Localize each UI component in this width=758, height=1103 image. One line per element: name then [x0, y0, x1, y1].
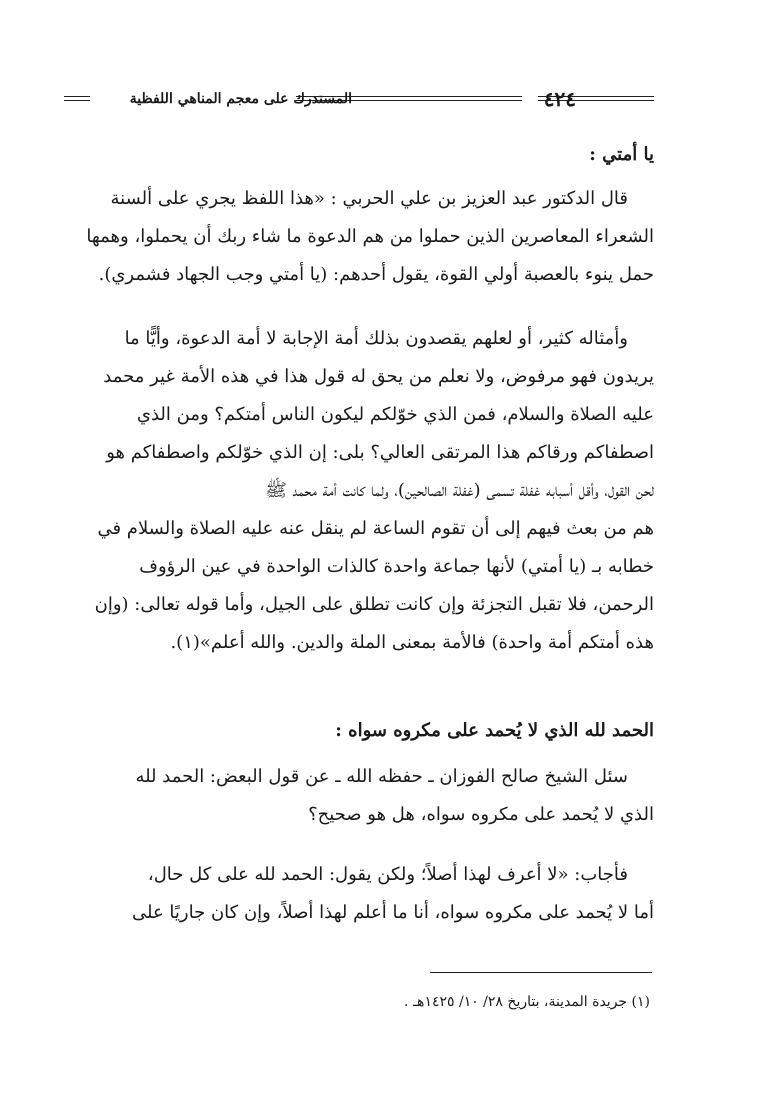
paragraph — [68, 320, 654, 662]
text-line: الشعراء المعاصرين الذين حملوا من هم الدعوة ما شاء ربك أن يحملوا، وهمها — [86, 226, 654, 247]
footnote: (١) جريدة المدينة، بتاريخ ٢٨/ ١٠/ ١٤٢٥هـ . — [404, 994, 650, 1010]
running-title: المستدرك على معجم المناهي اللفظية — [129, 91, 352, 107]
paragraph — [68, 856, 654, 932]
text-line: يريدون فهو مرفوض، ولا نعلم من يحق له قول هذا في هذه الأمة غير محمد — [103, 366, 654, 387]
text-line: هذه أمتكم أمة واحدة) فالأمة بمعنى الملة والدين. والله أعلم»(١). — [170, 632, 654, 653]
paragraph — [68, 758, 654, 834]
text-line: الرحمن، فلا تقبل التجزئة وإن كانت تطلق على الجيل، وأما قوله تعالى: (وإن — [94, 594, 654, 615]
text-line: خطابه بـ (يا أمتي) لأنها جماعة واحدة كالذات الواحدة في عين الرؤوف — [139, 556, 654, 577]
running-header — [64, 86, 654, 112]
text-line: حمل ينوء بالعصبة أولي القوة، يقول أحدهم: (يا أمتي وجب الجهاد فشمري). — [98, 264, 654, 285]
section-heading: الحمد لله الذي لا يُحمد على مكروه سواه : — [335, 720, 654, 741]
text-line: أما لا يُحمد على مكروه سواه، أنا ما أعلم لهذا أصلاً، وإن كان جاريًا على — [132, 902, 654, 923]
text-line: سئل الشيخ صالح الفوزان ـ حفظه الله ـ عن قول البعض: الحمد لله — [135, 766, 628, 787]
text-line: قال الدكتور عبد العزيز بن علي الحربي : «هذا اللفظ يجري على ألسنة — [110, 188, 628, 209]
text-line: عليه الصلاة والسلام، فمن الذي خوّلكم ليكون الناس أمتكم؟ ومن الذي — [136, 404, 654, 425]
page-number: ٤٢٤ — [543, 87, 576, 111]
text-line: فأجاب: «لا أعرف لهذا أصلاً؛ ولكن يقول: الحمد لله على كل حال، — [147, 864, 628, 885]
text-line: الذي لا يُحمد على مكروه سواه، هل هو صحيح؟ — [308, 804, 654, 825]
text-line: هم من بعث فيهم إلى أن تقوم الساعة لم ينقل عنه عليه الصلاة والسلام في — [97, 518, 654, 539]
text-line: وأمثاله كثير، أو لعلهم يقصدون بذلك أمة الإجابة لا أمة الدعوة، وأيًّا ما — [124, 328, 628, 349]
text-line: اصطفاكم ورقاكم هذا المرتقى العالي؟ بلى: إن الذي خوّلكم واصطفاكم هو — [106, 442, 654, 463]
footnote-separator — [430, 972, 652, 973]
paragraph — [68, 180, 654, 294]
section-heading: يا أمتي : — [589, 144, 654, 165]
text-line: لحن القول، وأقل أسبابه غفلة تسمى (غفلة الصالحين)، ولما كانت أمة محمد ﷺ — [265, 480, 654, 501]
